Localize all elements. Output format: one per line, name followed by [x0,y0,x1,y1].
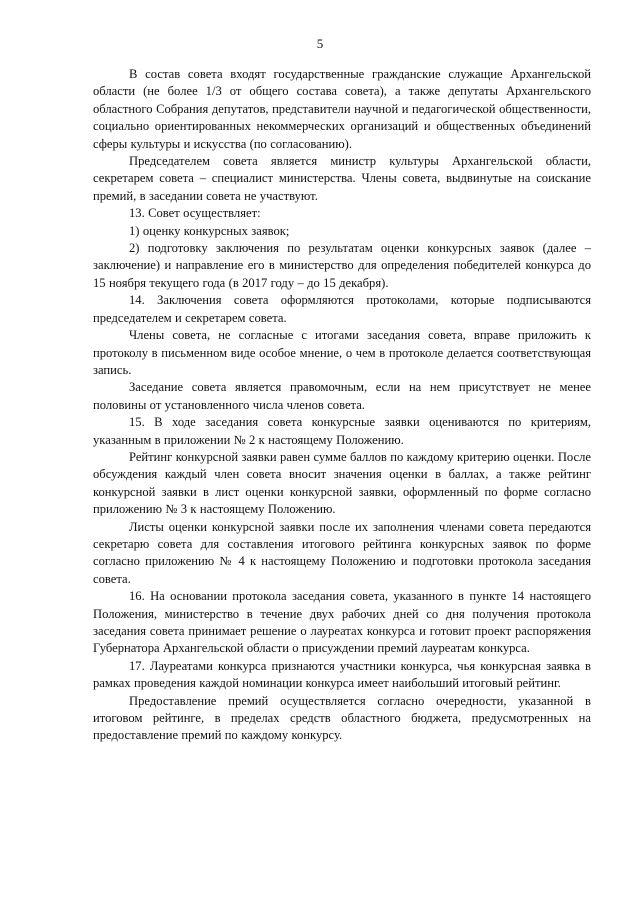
paragraph-13-council-duties: 13. Совет осуществляет: [129,206,261,221]
paragraph-rating: Рейтинг конкурсной заявки равен сумме баллов по каждому критерию оценки. После обсуждения каждый член совета вносит значения оценки в баллах, а также рейтинг конкурсной заявки в лист оценки конкурсной заявки, оформленный по форме согласно приложению № 3 к настоящему Положению. [93,449,591,517]
paragraph-13-item-2: 2) подготовку заключения по результатам оценки конкурсных заявок (далее – заключение) и направление его в министерство для определения победителей конкурса до 15 ноября текущего года (в 2017 году – до 15 декабря). [93,241,591,290]
paragraph-dissenting-opinion: Члены совета, не согласные с итогами заседания совета, вправе приложить к протоколу в письменном виде особое мнение, о чем в протоколе делается соответствующая запись. [93,328,591,377]
paragraph-council-chair: Председателем совета является министр культуры Архангельской области, секретарем совета – специалист министерства. Члены совета, выдвинутые на соискание премий, в заседании совета не участвуют. [93,154,591,203]
paragraph-16-decision: 16. На основании протокола заседания совета, указанного в пункте 14 настоящего Положения, министерство в течение двух рабочих дней со дня получения протокола заседания совета принимает решение о лауреатах конкурса и готовит проект распоряжения Губернатора Архангельской области о присуждении премий лауреатам конкурса. [93,589,591,656]
paragraph-award-order: Предоставление премий осуществляется согласно очередности, указанной в итоговом рейтинге, в пределах средств областного бюджета, предусмотренных на предоставление премий по каждому конкурсу. [93,693,591,743]
paragraph-evaluation-sheets: Листы оценки конкурсной заявки после их заполнения членами совета передаются секретарю совета для составления итогового рейтинга конкурсных заявок по форме согласно приложению № 4 к настоящему Положению и подготовки протокола заседания совета. [93,519,591,586]
paragraph-quorum: Заседание совета является правомочным, если на нем присутствует не менее половины от установленного числа членов совета. [93,380,591,412]
page-number: 5 [316,36,324,51]
paragraph-13-item-1: 1) оценку конкурсных заявок; [129,223,290,238]
paragraph-council-composition: В состав совета входят государственные гражданские служащие Архангельской области (не более 1/3 от общего состава совета), а также депутаты Архангельского областного Собрания депутатов, представители научной и педагогической общественности, социально ориентированных некоммерческих организаций и общественных объединений сферы культуры и искусства (по согласованию). [93,67,591,151]
paragraph-17-laureates: 17. Лауреатами конкурса признаются участники конкурса, чья конкурсная заявка в рамках проведения каждой номинации конкурса имеет наибольший итоговый рейтинг. [93,658,591,691]
document-body [93,66,591,745]
paragraph-15-criteria: 15. В ходе заседания совета конкурсные заявки оцениваются по критериям, указанным в приложении № 2 к настоящему Положению. [93,415,591,447]
paragraph-14-protocols: 14. Заключения совета оформляются протоколами, которые подписываются председателем и секретарем совета. [93,293,591,325]
